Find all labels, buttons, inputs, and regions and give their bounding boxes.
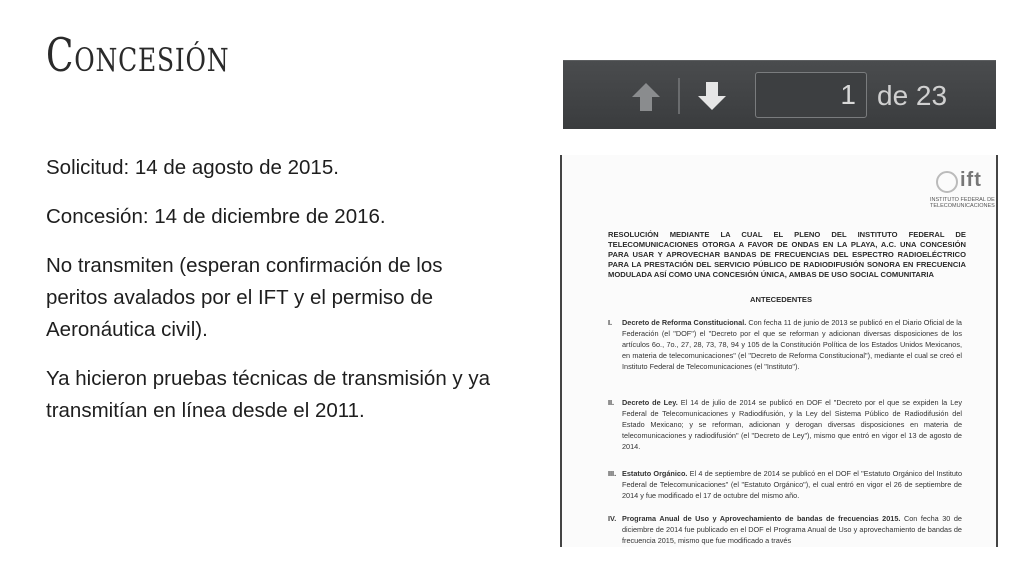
antecedente-item [608,513,962,546]
bullet-solicitud: Solicitud: 14 de agosto de 2015. [46,156,339,179]
item-text: El 4 de septiembre de 2014 se publicó en el DOF el "Estatuto Orgánico del Instituto Federal de Telecomunicaciones" (el "Estatuto Orgánico"), el cual entró en vigor el 26 de septiembre de 2014 y fue modificado el 17 de octubre del mismo año. [622,469,962,500]
ift-logo [930,167,996,215]
ift-logo-subtitle: INSTITUTO FEDERAL DE TELECOMUNICACIONES [930,197,995,209]
item-number: II. [608,398,615,407]
antecedente-item [608,317,962,372]
ift-logo-mark [936,171,958,193]
item-number: III. [608,469,617,478]
antecedente-item [608,468,962,501]
arrow-down-icon[interactable] [694,78,730,114]
item-body [622,513,962,546]
antecedente-item [608,397,962,452]
item-number: I. [608,318,613,327]
item-text: Con fecha 30 de diciembre de 2014 fue publicado en el DOF el Programa Anual de Uso y aprovechamiento de bandas de frecuencia 2015, mismo que fue modificado a través [622,514,962,545]
item-text: El 14 de julio de 2014 se publicó en DOF el "Decreto por el que se expiden la Ley Federal de Telecomunicaciones y Radiodifusión, y la Ley del Sistema Público de Radiodifusión del Estado Mexicano; y se reforman, adicionan y derogan diversas disposiciones en materia de telecomunicaciones y radiodifusión" (el "Decreto de Ley"), mismo que entró en vigor el 13 de agosto de 2014. [622,398,962,451]
bullet-concesion: Concesión: 14 de diciembre de 2016. [46,205,386,228]
item-text: Con fecha 11 de junio de 2013 se publicó en el Diario Oficial de la Federación (el "DOF") el "Decreto por el que se reforman y adicionan diversas disposiciones de los artículos 6o., 7o., 27, 28, 73, 78, 94 y 105 de la Constitución Política de los Estados Unidos Mexicanos, en materia de telecomunicaciones" (el "Decreto de Reforma Constitucional"), mediante el cual se creó el Instituto Federal de Telecomunicaciones (el "Instituto"). [622,318,962,371]
document-heading: ANTECEDENTES [749,295,813,304]
document-title: RESOLUCIÓN MEDIANTE LA CUAL EL PLENO DEL INSTITUTO FEDERAL DE TELECOMUNICACIONES OTORGA A FAVOR DE ONDAS EN LA PLAYA, A.C. UNA CONCESIÓN PARA USAR Y APROVECHAR BANDAS DE FRECUENCIAS DEL ESPECTRO RADIOELÉCTRICO PARA LA PRESTACIÓN DEL SERVICIO PÚBLICO DE RADIODIFUSIÓN SONORA EN FRECUENCIA MODULADA ASÍ COMO UNA CONCESIÓN ÚNICA, AMBAS DE USO SOCIAL COMUNITARIA [608,230,966,279]
item-body [622,468,962,501]
item-lead: Estatuto Orgánico. [622,469,688,478]
bullet-list [46,152,506,444]
arrow-up-icon[interactable] [628,79,664,115]
page-total-label: de 23 [877,80,948,111]
item-lead: Decreto de Ley. [622,398,678,407]
item-body [622,397,962,452]
slide-title: Concesión [46,28,230,82]
item-lead: Decreto de Reforma Constitucional. [622,318,747,327]
item-body [622,317,962,372]
document-page [560,155,998,547]
toolbar-separator [678,78,680,114]
item-number: IV. [608,514,617,523]
page-number-input[interactable]: 1 [755,72,867,118]
bullet-pruebas: Ya hicieron pruebas técnicas de transmisión y ya transmitían en línea desde el 2011. [46,367,491,422]
bullet-no-transmiten: No transmiten (esperan confirmación de los peritos avalados por el IFT y el permiso de Aeronáutica civil). [46,254,443,341]
item-lead: Programa Anual de Uso y Aprovechamiento de bandas de frecuencias 2015. [622,514,901,523]
ift-logo-text: ift [960,169,982,191]
